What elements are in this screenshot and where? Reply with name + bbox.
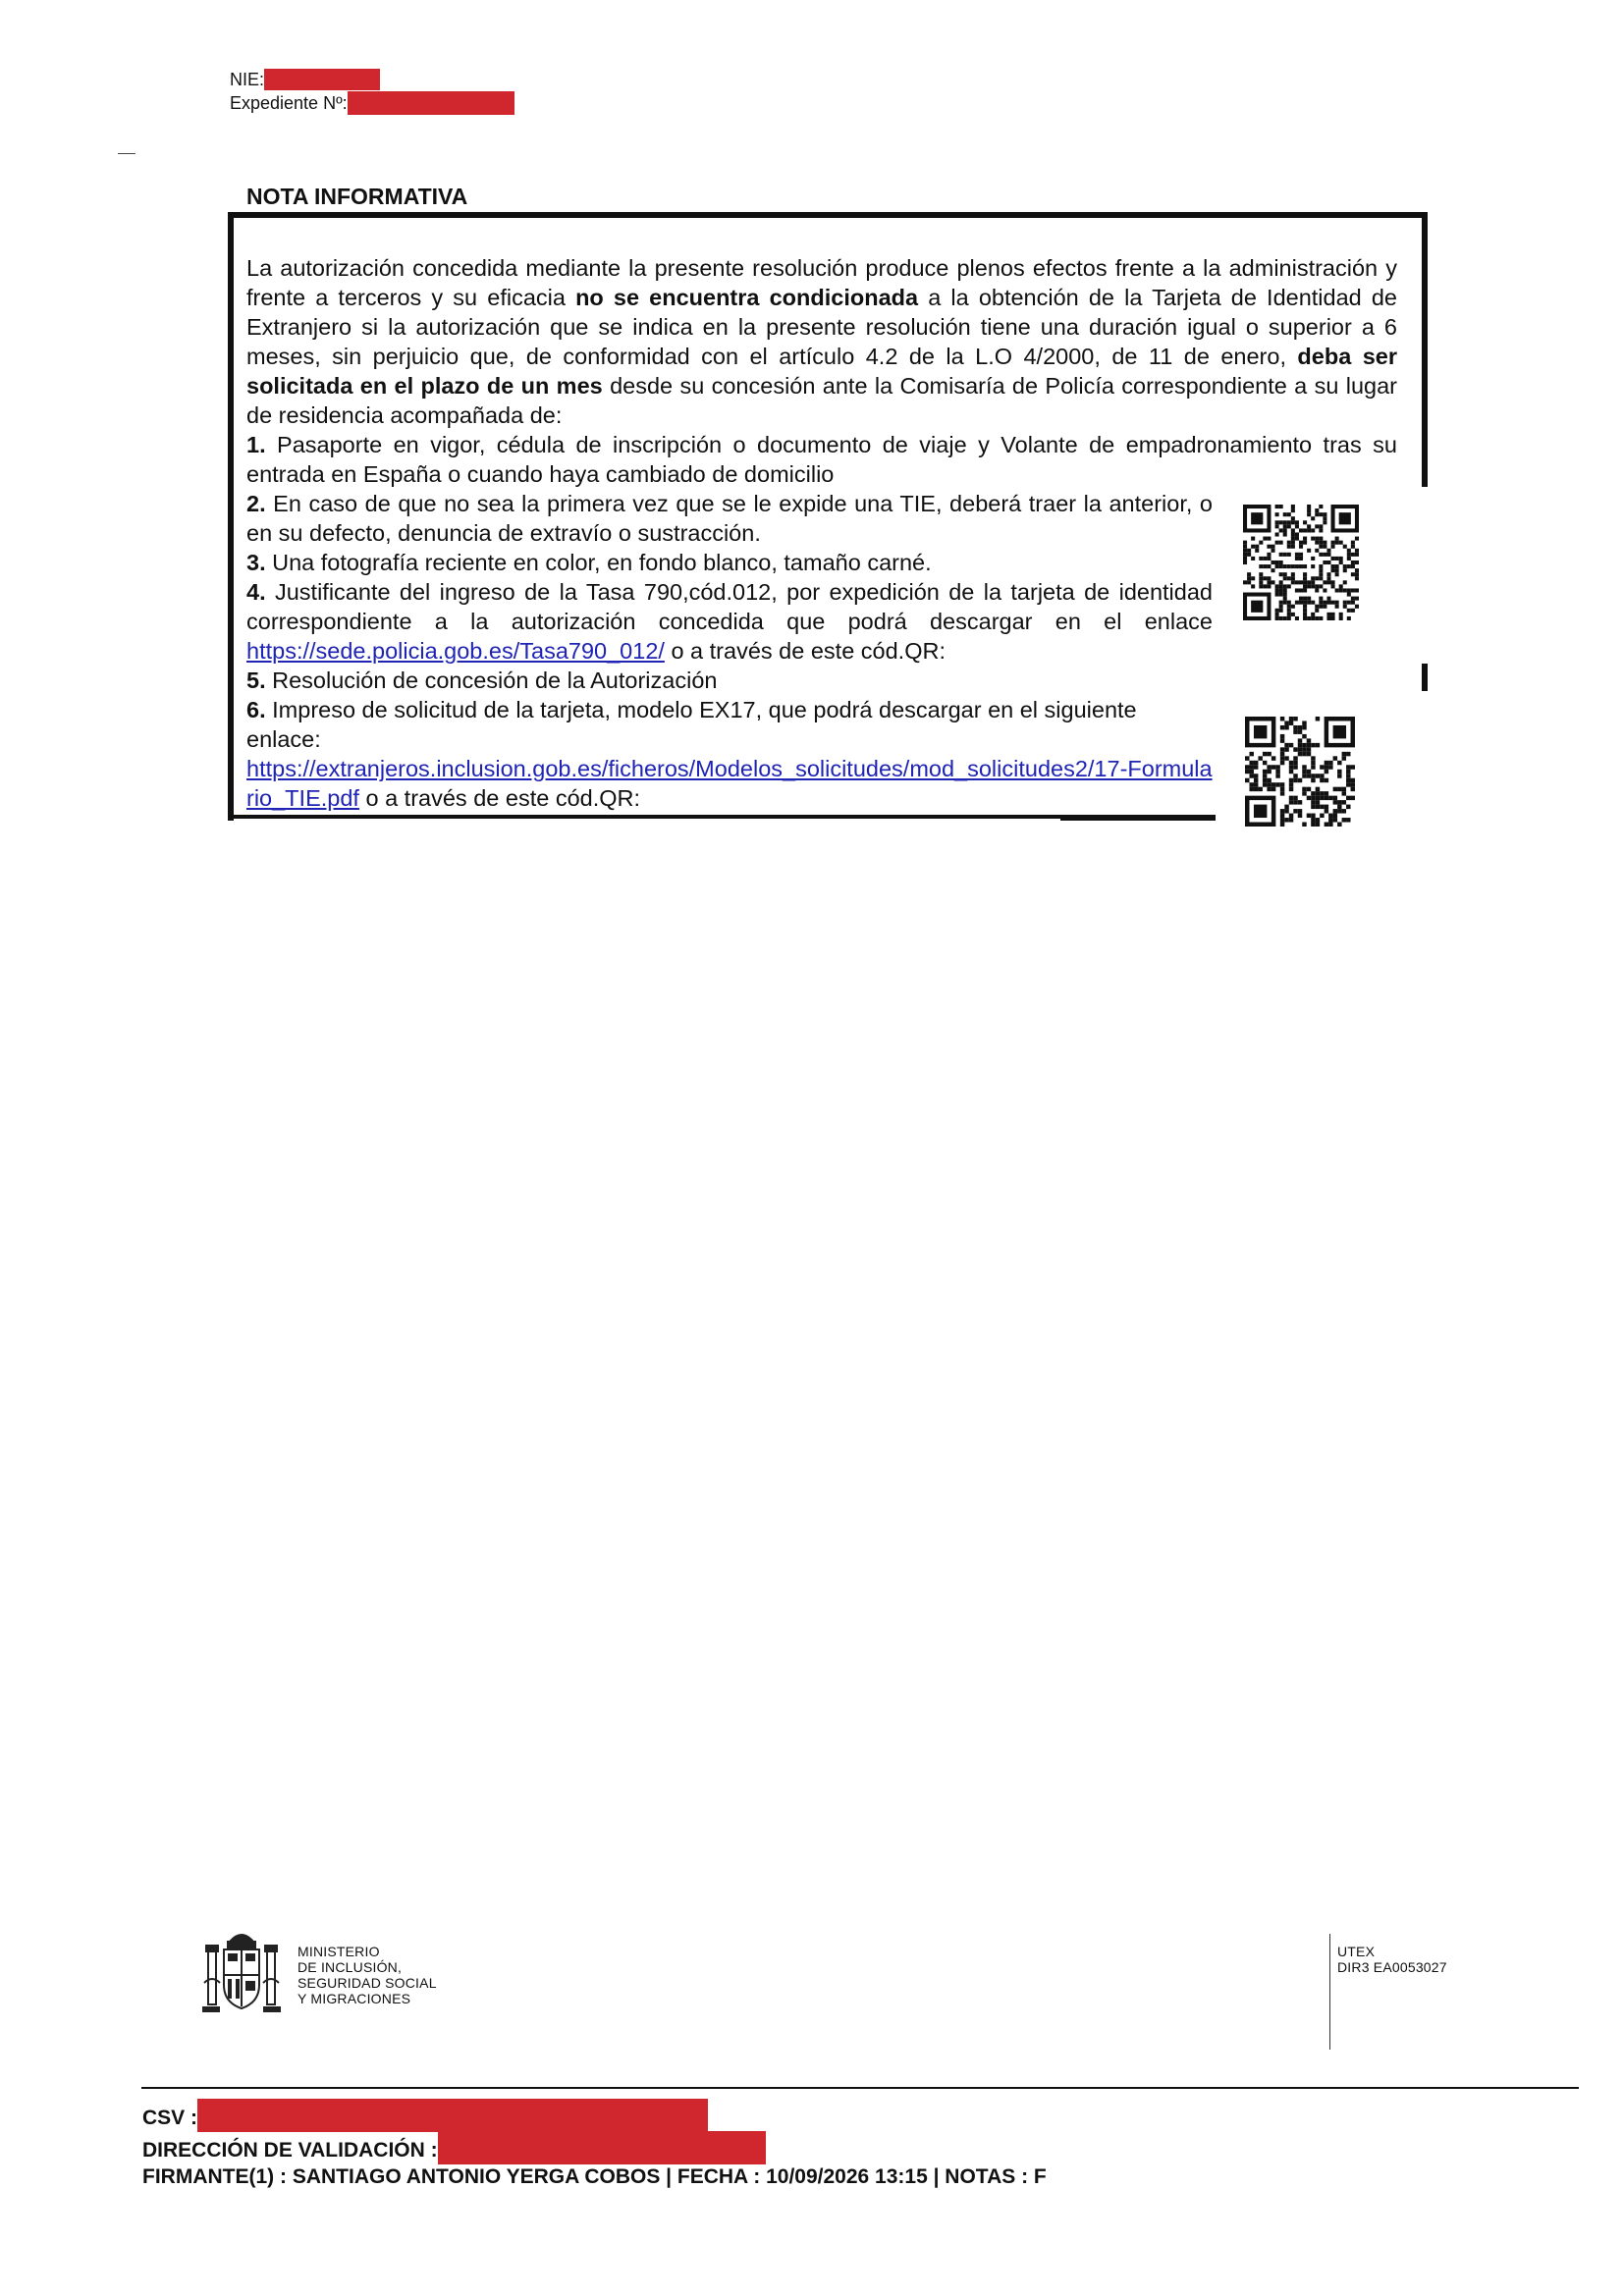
intro-bold-condition: no se encuentra condicionada: [575, 285, 919, 310]
ex17-form-link[interactable]: https://extranjeros.inclusion.gob.es/ficheros/Modelos_solicitudes/mod_solicitudes2/17-Formulario_TIE.pdf: [246, 756, 1213, 811]
csv-redaction: [197, 2099, 708, 2132]
box-right-border-mark: [1422, 664, 1428, 691]
coat-of-arms-icon: [200, 1924, 283, 2018]
firmante-line: FIRMANTE(1) : SANTIAGO ANTONIO YERGA COBOS | FECHA : 10/09/2026 13:15 | NOTAS : F: [142, 2165, 1047, 2188]
expediente-row: [230, 91, 514, 115]
qr-code-ex17-icon[interactable]: [1245, 717, 1355, 827]
list-item-3: 3. Una fotografía reciente en color, en fondo blanco, tamaño carné.: [246, 550, 932, 575]
list-item-6: 6. Impreso de solicitud de la tarjeta, modelo EX17, que podrá descargar en el siguiente enlace: https://extranjeros.inclusion.gob.es/ficheros/Modelos_solicitudes/mod_solicitudes2/17-Formulario_TIE.pdf o a través de este cód.QR:: [246, 697, 1213, 811]
intro-paragraph: La autorización concedida mediante la presente resolución produce plenos efectos frente a la administración y frente a terceros y su eficacia no se encuentra condicionada a la obtención de la Tarjeta de Identidad de Extranjero si la autorización que se indica en la presente resolución tiene una duración igual o superior a 6 meses, sin perjuicio que, de conformidad con el artículo 4.2 de la L.O 4/2000, de 11 de enero, deba ser solicitada en el plazo de un mes desde su concesión ante la Comisaría de Policía correspondiente a su lugar de residencia acompañada de:: [246, 255, 1397, 428]
intro-bold-deadline: deba ser solicitada en el plazo de un mes: [246, 344, 1397, 399]
nie-row: [230, 69, 380, 90]
nie-label: NIE:: [230, 70, 265, 89]
footer-rule: [141, 2087, 1579, 2089]
box-top-border: [228, 212, 1428, 218]
csv-label: CSV :: [142, 2107, 198, 2129]
direccion-label: DIRECCIÓN DE VALIDACIÓN :: [142, 2139, 438, 2162]
nota-items-narrow: [246, 489, 1213, 813]
list-item-2: 2. En caso de que no sea la primera vez que se le expide una TIE, deberá traer la anterior, o en su defecto, denuncia de extravío o sustracción.: [246, 491, 1213, 546]
direccion-row: [142, 2131, 766, 2164]
tasa-790-link[interactable]: https://sede.policia.gob.es/Tasa790_012/: [246, 638, 665, 664]
unit-divider: [1329, 1934, 1330, 2050]
box-left-border: [228, 212, 234, 821]
direccion-redaction: [438, 2131, 766, 2164]
list-item-4: 4. Justificante del ingreso de la Tasa 790,cód.012, por expedición de la tarjeta de identidad correspondiente a la autorización concedida que podrá descargar en el enlace https://sede.policia.gob.es/Tasa790_012/ o a través de este cód.QR:: [246, 579, 1213, 664]
box-right-border-upper: [1422, 212, 1428, 487]
top-dash: [118, 153, 135, 154]
box-bottom-border-right: [1060, 815, 1216, 821]
nota-intro: [246, 253, 1397, 489]
nota-title: NOTA INFORMATIVA: [246, 184, 468, 209]
csv-row: [142, 2099, 708, 2132]
nie-redaction: [264, 69, 380, 90]
ministry-name: MINISTERIO DE INCLUSIÓN, SEGURIDAD SOCIAL Y MIGRACIONES: [298, 1944, 437, 2006]
list-item-1: 1. Pasaporte en vigor, cédula de inscripción o documento de viaje y Volante de empadronamiento tras su entrada en España o cuando haya cambiado de domicilio: [246, 432, 1397, 487]
unit-info: UTEX DIR3 EA0053027: [1337, 1944, 1447, 1975]
expediente-redaction: [348, 91, 514, 115]
qr-code-tasa-icon[interactable]: [1243, 505, 1359, 620]
list-item-5: 5. Resolución de concesión de la Autorización: [246, 667, 718, 693]
expediente-label: Expediente Nº:: [230, 93, 348, 113]
